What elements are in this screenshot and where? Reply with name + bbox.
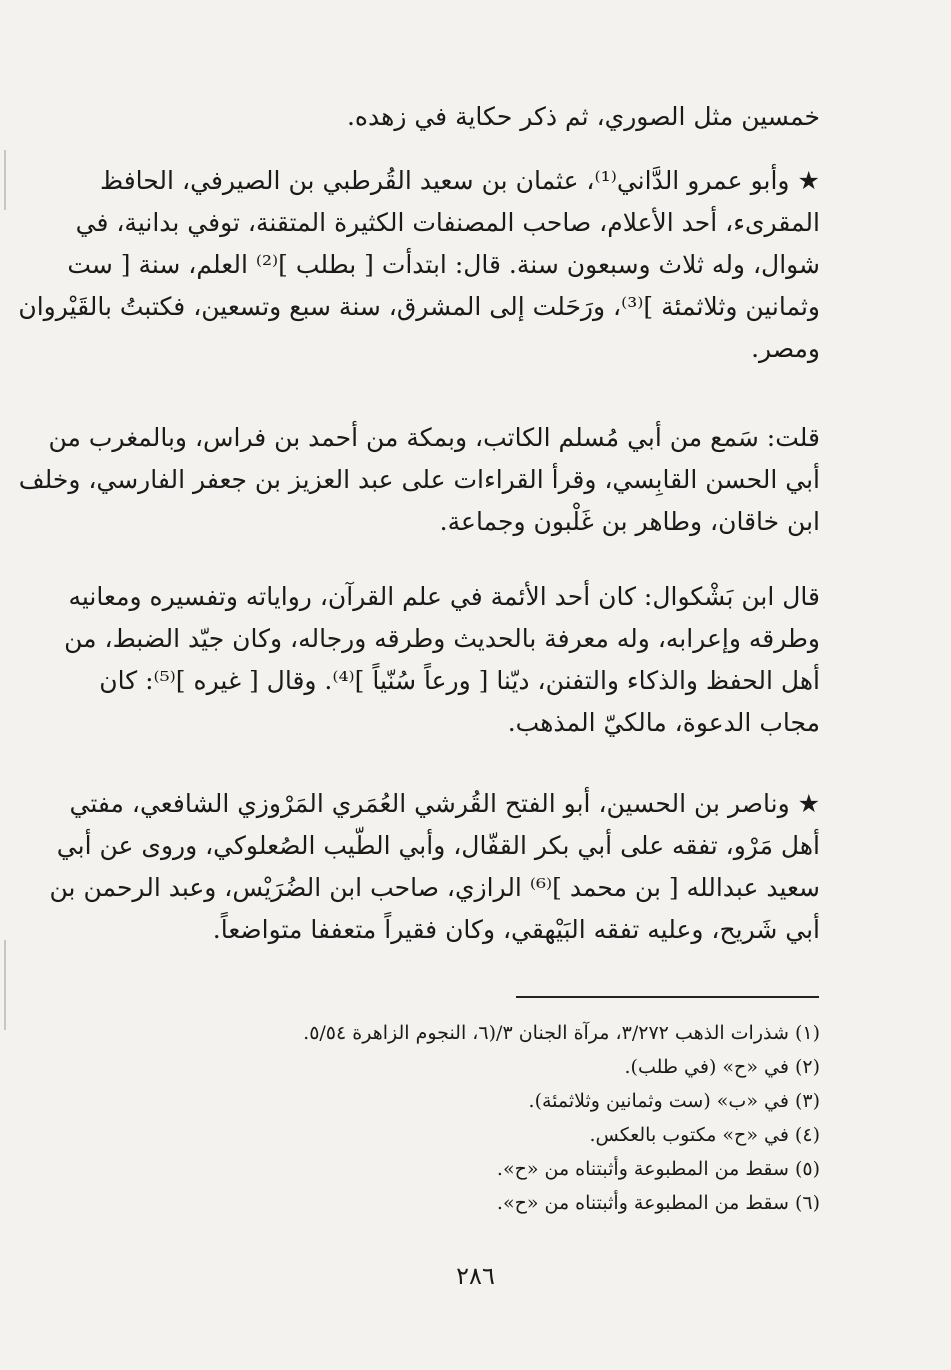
- text-line: ★ وأبو عمرو الدَّاني⁽¹⁾، عثمان بن سعيد القُرطبي بن الصيرفي، الحافظ: [100, 166, 820, 195]
- text-line: ★ وناصر بن الحسين، أبو الفتح القُرشي العُمَري المَرْوزي الشافعي، مفتي: [69, 789, 820, 818]
- text-line: وثمانين وثلاثمئة ]⁽³⁾، ورَحَلت إلى المشرق، سنة سبع وتسعين، فكتبتُ بالقَيْروان: [18, 292, 820, 321]
- scan-edge-mark: [4, 150, 6, 210]
- text-line: شوال، وله ثلاث وسبعون سنة. قال: ابتدأت [ بطلب ]⁽²⁾ العلم، سنة [ ست: [67, 250, 820, 279]
- text-line: مجاب الدعوة، مالكيّ المذهب.: [507, 708, 820, 737]
- text-line: ومصر.: [751, 334, 820, 363]
- paragraph-ibn-bashkuwal: [64, 576, 820, 744]
- footnote: (٢) في «ح» (في طلب).: [624, 1056, 820, 1078]
- paragraph-continuation: [100, 96, 820, 138]
- page-number: ٢٨٦: [456, 1262, 495, 1290]
- footnote: (٤) في «ح» مكتوب بالعكس.: [589, 1124, 820, 1146]
- footnotes: [230, 1016, 820, 1220]
- text-line: أهل مَرْو، تفقه على أبي بكر القفّال، وأبي الطّيب الصُعلوكي، وروى عن أبي: [56, 831, 820, 860]
- text-line: سعيد عبدالله [ بن محمد ]⁽⁶⁾ الرازي، صاحب ابن الضُرَيْس، وعبد الرحمن بن: [49, 873, 820, 902]
- footnote: (١) شذرات الذهب ٣/٢٧٢، مرآة الجنان ٣/(٦، النجوم الزاهرة ٥/٥٤.: [303, 1022, 820, 1044]
- footnote: (٦) سقط من المطبوعة وأثبتناه من «ح».: [496, 1192, 820, 1214]
- scan-edge-mark: [4, 940, 6, 1030]
- text-line: وطرقه وإعرابه، وله معرفة بالحديث وطرقه ورجاله، وكان جيّد الضبط، من: [64, 624, 820, 653]
- paragraph-qultu: [18, 417, 820, 543]
- text-line: أبي الحسن القابِسي، وقرأ القراءات على عبد العزيز بن جعفر الفارسي، وخلف: [18, 465, 820, 494]
- text-line: قال ابن بَشْكوال: كان أحد الأئمة في علم القرآن، رواياته وتفسيره ومعانيه: [68, 582, 820, 611]
- footnote: (٣) في «ب» (ست وثمانين وثلاثمئة).: [528, 1090, 820, 1112]
- text-line: أهل الحفظ والذكاء والتفنن، ديّنا [ ورعاً سُنّياً ]⁽⁴⁾. وقال [ غيره ]⁽⁵⁾: كان: [99, 666, 820, 695]
- footnote: (٥) سقط من المطبوعة وأثبتناه من «ح».: [496, 1158, 820, 1180]
- text-line: أبي شَريح، وعليه تفقه البَيْهقي، وكان فقيراً متعففا متواضعاً.: [212, 915, 820, 944]
- text-line: خمسين مثل الصوري، ثم ذكر حكاية في زهده.: [346, 102, 820, 131]
- paragraph-entry-nasir: [49, 783, 820, 951]
- text-line: قلت: سَمع من أبي مُسلم الكاتب، وبمكة من أحمد بن فراس، وبالمغرب من: [48, 423, 820, 452]
- paragraph-entry-dani: [18, 160, 820, 370]
- text-line: المقرىء، أحد الأعلام، صاحب المصنفات الكثيرة المتقنة، توفي بدانية، في: [75, 208, 820, 237]
- footnote-divider: [516, 996, 819, 998]
- text-line: ابن خاقان، وطاهر بن غَلْبون وجماعة.: [439, 507, 820, 536]
